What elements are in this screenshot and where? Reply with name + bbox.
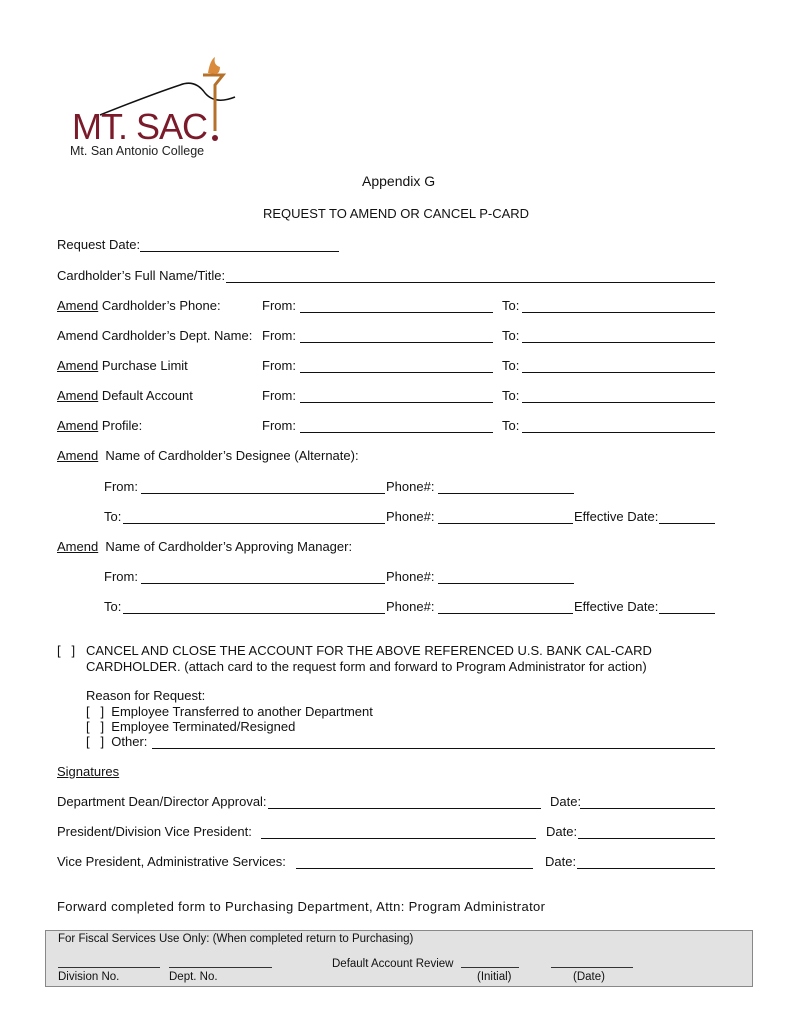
- manager-from-field[interactable]: [141, 583, 385, 584]
- reason-transferred-checkbox[interactable]: [ ] Employee Transferred to another Department: [86, 704, 373, 719]
- dept-field[interactable]: [169, 967, 272, 968]
- manager-from-phone-field[interactable]: [438, 583, 574, 584]
- vp-date-label: Date:: [545, 854, 577, 869]
- to-field[interactable]: [522, 312, 715, 313]
- date-label: (Date): [573, 971, 605, 983]
- full-name-label: Cardholder’s Full Name/Title:: [57, 268, 226, 283]
- amend-prefix: Amend: [57, 358, 99, 373]
- designee-from-phone-field[interactable]: [438, 493, 574, 494]
- amend-prefix: Amend: [57, 388, 99, 403]
- to-label: To:: [502, 298, 520, 313]
- fiscal-title: For Fiscal Services Use Only: (When completed return to Purchasing): [58, 933, 414, 945]
- reason-other-checkbox[interactable]: [ ] Other:: [86, 734, 148, 749]
- initial-label: (Initial): [477, 971, 512, 983]
- president-label: President/Division Vice President:: [57, 824, 252, 839]
- cancel-checkbox[interactable]: [ ]: [57, 643, 76, 658]
- from-label: From:: [262, 358, 296, 373]
- amend-prefix: Amend: [57, 448, 99, 463]
- reason-label: Reason for Request:: [86, 688, 206, 703]
- reason-other-field[interactable]: [152, 748, 715, 749]
- to-field[interactable]: [522, 372, 715, 373]
- designee-to-label: To:: [104, 509, 122, 524]
- full-name-field[interactable]: [226, 282, 715, 283]
- svg-text:MT. SAC: MT. SAC: [72, 106, 208, 147]
- from-label: From:: [262, 388, 296, 403]
- to-field[interactable]: [522, 342, 715, 343]
- signatures-heading: Signatures: [57, 764, 120, 779]
- cancel-text-line1: CANCEL AND CLOSE THE ACCOUNT FOR THE ABOVE REFERENCED U.S. BANK CAL-CARD: [86, 643, 652, 658]
- manager-from-label: From:: [104, 569, 138, 584]
- designee-label: Name of Cardholder’s Designee (Alternate):: [98, 448, 359, 463]
- to-label: To:: [502, 388, 520, 403]
- designee-from-field[interactable]: [141, 493, 385, 494]
- request-date-field[interactable]: [140, 251, 339, 252]
- manager-from-phone-label: Phone#:: [386, 569, 435, 584]
- designee-heading: [57, 448, 359, 464]
- amend-label: Profile:: [98, 418, 143, 433]
- designee-effective-label: Effective Date:: [574, 509, 659, 524]
- default-account-review-label: Default Account Review: [332, 958, 454, 970]
- amend-label: Cardholder’s Phone:: [98, 298, 221, 313]
- to-label: To:: [502, 418, 520, 433]
- amend-label: Amend Cardholder’s Dept. Name:: [57, 328, 253, 343]
- manager-to-label: To:: [104, 599, 122, 614]
- designee-to-phone-label: Phone#:: [386, 509, 435, 524]
- manager-label: Name of Cardholder’s Approving Manager:: [98, 539, 353, 554]
- from-field[interactable]: [300, 372, 493, 373]
- svg-text:Mt. San Antonio College: Mt. San Antonio College: [70, 144, 205, 158]
- manager-heading: [57, 539, 352, 555]
- to-label: To:: [502, 358, 520, 373]
- from-label: From:: [262, 328, 296, 343]
- designee-to-field[interactable]: [123, 523, 385, 524]
- president-date-field[interactable]: [578, 838, 715, 839]
- to-field[interactable]: [522, 402, 715, 403]
- designee-to-phone-field[interactable]: [438, 523, 573, 524]
- vp-admin-label: Vice President, Administrative Services:: [57, 854, 286, 869]
- amend-prefix: Amend: [57, 418, 99, 433]
- from-field[interactable]: [300, 402, 493, 403]
- cancel-text-line2: CARDHOLDER. (attach card to the request form and forward to Program Administrator for action): [86, 659, 647, 674]
- dean-approval-field[interactable]: [268, 808, 541, 809]
- from-label: From:: [262, 418, 296, 433]
- division-label: Division No.: [58, 971, 120, 983]
- president-field[interactable]: [261, 838, 536, 839]
- manager-to-phone-field[interactable]: [438, 613, 573, 614]
- amend-label: Default Account: [98, 388, 193, 403]
- president-date-label: Date:: [546, 824, 578, 839]
- date-field[interactable]: [551, 967, 633, 968]
- appendix-label: Appendix G: [362, 173, 436, 189]
- from-field[interactable]: [300, 312, 493, 313]
- dean-approval-label: Department Dean/Director Approval:: [57, 794, 267, 809]
- manager-effective-label: Effective Date:: [574, 599, 659, 614]
- division-field[interactable]: [58, 967, 160, 968]
- request-date-label: Request Date:: [57, 237, 141, 252]
- dept-label: Dept. No.: [169, 971, 218, 983]
- forward-instructions: Forward completed form to Purchasing Department, Attn: Program Administrator: [57, 899, 546, 914]
- designee-effective-field[interactable]: [659, 523, 715, 524]
- reason-terminated-checkbox[interactable]: [ ] Employee Terminated/Resigned: [86, 719, 296, 734]
- fiscal-services-box: [45, 930, 753, 987]
- from-field[interactable]: [300, 342, 493, 343]
- amend-prefix: Amend: [57, 539, 99, 554]
- form-title: REQUEST TO AMEND OR CANCEL P-CARD: [263, 206, 530, 221]
- designee-from-label: From:: [104, 479, 138, 494]
- manager-to-field[interactable]: [123, 613, 385, 614]
- mt-sac-logo: [60, 55, 250, 160]
- initial-field[interactable]: [461, 967, 519, 968]
- dean-date-label: Date:: [550, 794, 582, 809]
- amend-label: Purchase Limit: [98, 358, 188, 373]
- to-label: To:: [502, 328, 520, 343]
- vp-date-field[interactable]: [577, 868, 715, 869]
- dean-date-field[interactable]: [580, 808, 715, 809]
- manager-effective-field[interactable]: [659, 613, 715, 614]
- from-field[interactable]: [300, 432, 493, 433]
- from-label: From:: [262, 298, 296, 313]
- designee-from-phone-label: Phone#:: [386, 479, 435, 494]
- amend-prefix: Amend: [57, 298, 99, 313]
- vp-admin-field[interactable]: [296, 868, 533, 869]
- to-field[interactable]: [522, 432, 715, 433]
- manager-to-phone-label: Phone#:: [386, 599, 435, 614]
